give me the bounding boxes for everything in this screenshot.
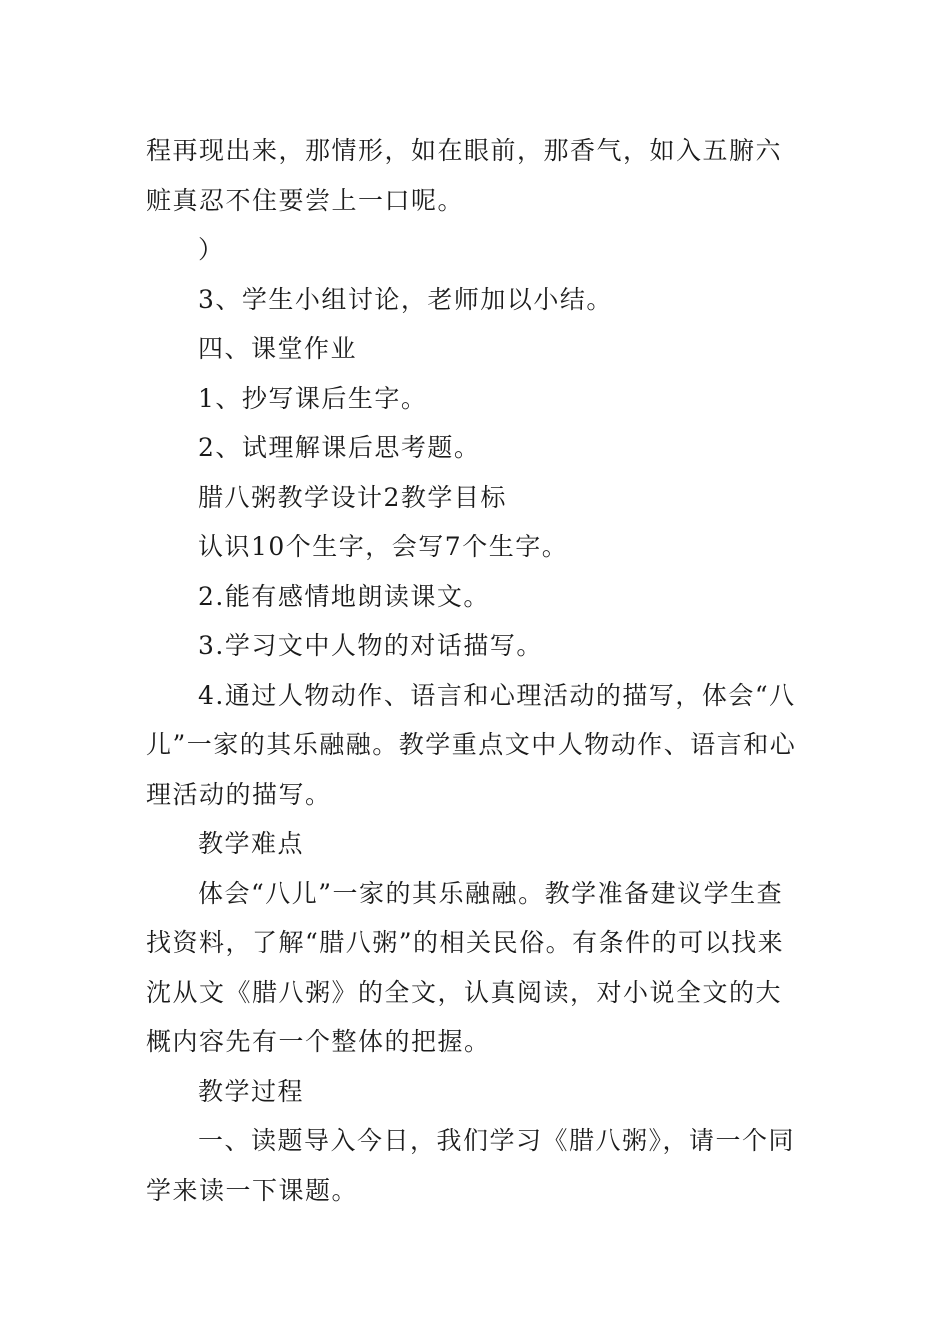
document-body [146, 126, 808, 1215]
paragraph: 体会“八儿”一家的其乐融融。教学准备建议学生查找资料，了解“腊八粥”的相关民俗。有条件的可以找来沈从文《腊八粥》的全文，认真阅读，对小说全文的大概内容先有一个整体的把握。 [146, 878, 785, 1056]
paragraph: 3.学习文中人物的对话描写。 [198, 631, 543, 660]
paragraph: 程再现出来，那情形，如在眼前，那香气，如入五腑六赃真忍不住要尝上一口呢。 [146, 136, 783, 215]
paragraph: 2.能有感情地朗读课文。 [198, 581, 490, 611]
paragraph: 认识10个生字，会写7个生字。 [198, 532, 569, 561]
section-heading: 四、课堂作业 [198, 334, 358, 363]
section-heading: 教学过程 [198, 1076, 305, 1106]
section-heading: 教学难点 [198, 829, 305, 858]
paragraph: 3、学生小组讨论，老师加以小结。 [198, 284, 613, 314]
paragraph: 4.通过人物动作、语言和心理活动的描写，体会“八儿”一家的其乐融融。教学重点文中人物动作、语言和心理活动的描写。 [146, 680, 797, 809]
paragraph: 2、试理解课后思考题。 [198, 433, 481, 462]
paragraph: 1、抄写课后生字。 [198, 383, 428, 413]
paragraph: ） [198, 235, 225, 264]
paragraph: 一、读题导入今日，我们学习《腊八粥》，请一个同学来读一下课题。 [146, 1126, 796, 1205]
section-heading: 腊八粥教学设计2教学目标 [198, 482, 507, 512]
